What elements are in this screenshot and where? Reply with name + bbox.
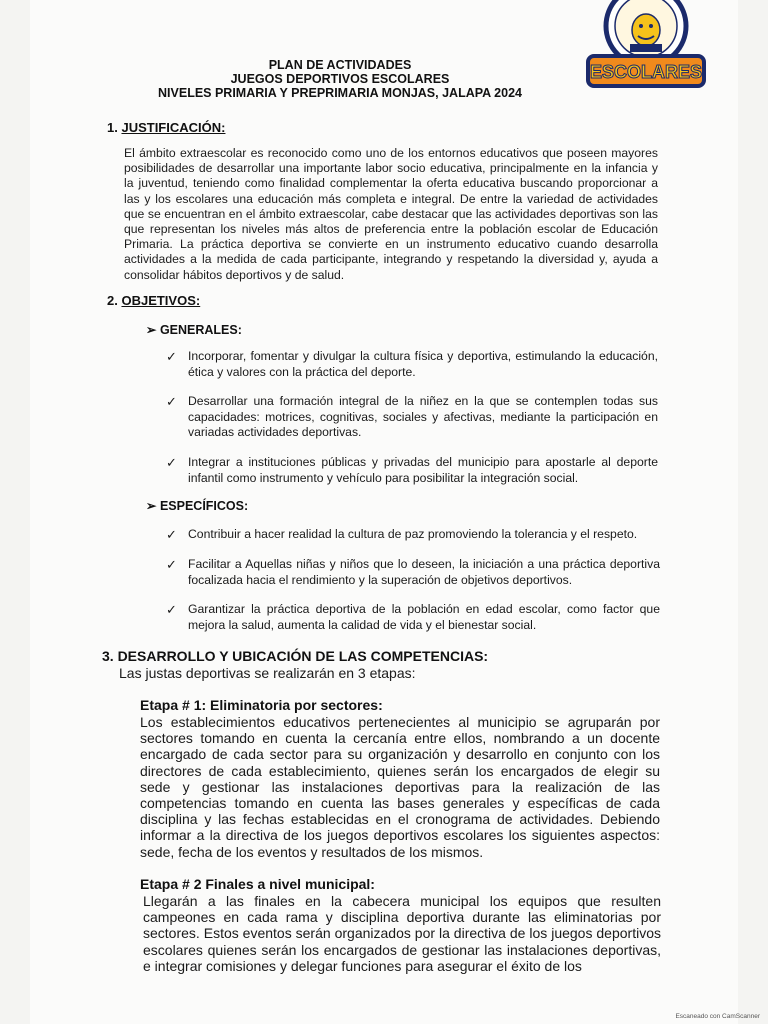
document-page: [30, 0, 738, 1024]
especificos-heading: ➢ ESPECÍFICOS:: [146, 499, 249, 513]
section-3-intro: Las justas deportivas se realizarán en 3 etapas:: [119, 665, 416, 681]
specific-objective-1: [166, 527, 660, 543]
stage-1-text: Los establecimientos educativos pertenecientes al municipio se agruparán por sectores tomando en cuenta la cercanía entre ellos, nombrando a un docente encargado de cada sector para su organización y desarrollo en conjunto con los directores de cada establecimiento, quienes serán los encargados de elegir su sede y gestionar las instalaciones deportivas para la realización de las competencias tomando en cuenta las bases generales y específicas de cada disciplina y las fechas establecidas en el cronograma de actividades. Debiendo informar a la directiva de los juegos deportivos escolares los siguientes aspectos: sede, fecha de los eventos y resultados de los mismos.: [140, 714, 660, 860]
scanner-watermark: Escaneado con CamScanner: [675, 1013, 760, 1020]
general-objective-2: [166, 394, 658, 441]
stage-2-title: Etapa # 2 Finales a nivel municipal:: [140, 876, 375, 892]
checkmark-icon: ✓: [166, 602, 177, 617]
section-2-heading: [107, 293, 200, 308]
logo-banner-text: ESCOLARES: [589, 62, 703, 82]
general-objective-3: [166, 455, 658, 486]
stage-1-title: Etapa # 1: Eliminatoria por sectores:: [140, 697, 383, 713]
justification-paragraph: El ámbito extraescolar es reconocido como uno de los entornos educativos que poseen mayores posibilidades de desarrollar una importante labor socio educativa, principalmente en la infancia y la juventud, teniendo como finalidad complementar la oferta educativa buscando proporcionar a las y los escolares una educación más completa e integral. De entre la variedad de actividades que se encuentran en el ámbito extraescolar, cabe destacar que las actividades deportivas son las que representan los niveles más altos de preferencia entre la población escolar de Educación Primaria. La práctica deportiva se convierte en un instrumento educativo cuando desarrolla actividades a la medida de cada participante, integrando y respetando la diversidad y, ayuda a consolidar hábitos deportivos y de salud.: [124, 146, 658, 282]
header-line-1: PLAN DE ACTIVIDADES: [268, 58, 412, 72]
header-line-3: NIVELES PRIMARIA Y PREPRIMARIA MONJAS, JALAPA 2024: [158, 86, 522, 100]
section-1-title: JUSTIFICACIÓN:: [121, 120, 226, 135]
section-2-title: OBJETIVOS:: [121, 293, 201, 308]
section-3-title: 3. DESARROLLO Y UBICACIÓN DE LAS COMPETENCIAS:: [102, 648, 489, 664]
checkmark-icon: ✓: [166, 455, 177, 470]
header-line-2: JUEGOS DEPORTIVOS ESCOLARES: [230, 72, 450, 86]
juegos-escolares-logo: [586, 0, 706, 96]
section-1-number: 1.: [107, 120, 118, 135]
general-objective-text: Incorporar, fomentar y divulgar la cultura física y deportiva, estimulando la educación, ética y valores con la práctica del deporte.: [188, 349, 658, 379]
general-objective-1: [166, 349, 658, 380]
stage-2-text: Llegarán a las finales en la cabecera municipal los equipos que resulten campeones en cada rama y disciplina deportiva durante las eliminatorias por sectores. Estos eventos serán organizados por la directiva de los juegos deportivos escolares quienes serán los encargados de gestionar las instalaciones deportivas, e integrar comisiones y delegar funciones para asegurar el éxito de los: [143, 893, 661, 974]
section-1-heading: [107, 120, 225, 135]
section-2-number: 2.: [107, 293, 118, 308]
checkmark-icon: ✓: [166, 527, 177, 542]
checkmark-icon: ✓: [166, 349, 177, 364]
specific-objective-text: Facilitar a Aquellas niñas y niños que lo deseen, la iniciación a una práctica deportiva focalizada hacia el rendimiento y la superación de objetivos deportivos.: [188, 557, 660, 587]
general-objective-text: Desarrollar una formación integral de la niñez en la que se contemplen todas sus capacidades: motrices, cognitivas, sociales y afectivas, mediante la participación en variadas actividades deportivas.: [188, 394, 658, 439]
general-objective-text: Integrar a instituciones públicas y privadas del municipio para apostarle al deporte infantil como instrumento y vehículo para posibilitar la integración social.: [188, 455, 658, 485]
checkmark-icon: ✓: [166, 394, 177, 409]
specific-objective-3: [166, 602, 660, 633]
specific-objective-2: [166, 557, 660, 588]
document-header: [30, 58, 650, 100]
generales-heading: ➢ GENERALES:: [146, 323, 242, 337]
specific-objective-text: Garantizar la práctica deportiva de la población en edad escolar, como factor que mejora la salud, aumenta la calidad de vida y el bienestar social.: [188, 602, 660, 632]
checkmark-icon: ✓: [166, 557, 177, 572]
specific-objective-text: Contribuir a hacer realidad la cultura de paz promoviendo la tolerancia y el respeto.: [188, 527, 638, 541]
